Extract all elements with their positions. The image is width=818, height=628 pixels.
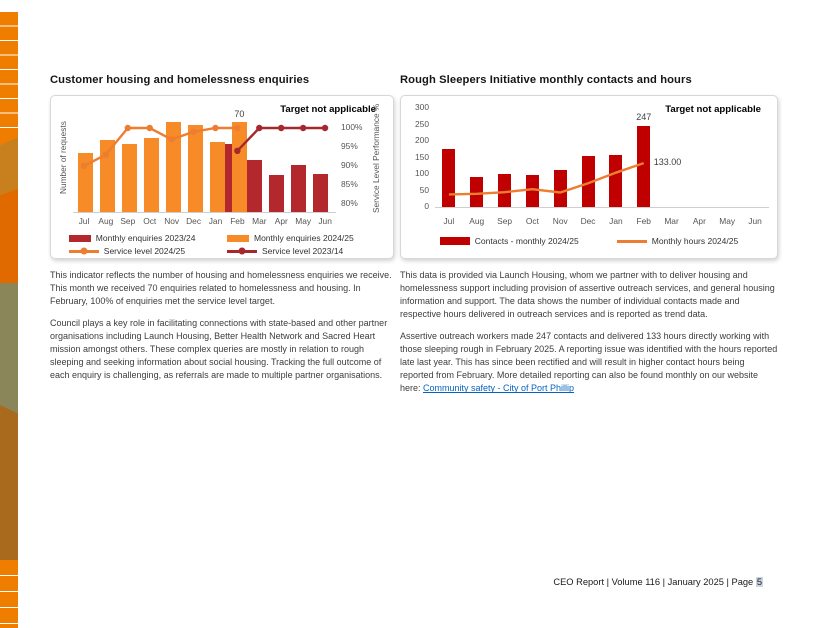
x-axis-label: Aug	[98, 216, 114, 226]
enquiries-legend	[69, 233, 375, 256]
axis-tick: 50	[419, 184, 429, 195]
x-axis-labels	[435, 216, 769, 228]
axis-tick: 80%	[341, 198, 358, 208]
legend-label: Service level 2023/14	[262, 246, 344, 256]
axis-tick: 300	[415, 102, 429, 112]
enquiries-commentary	[50, 269, 394, 382]
strip-deep-orange	[0, 202, 18, 283]
x-axis-label: Jul	[78, 216, 90, 226]
x-axis-label: Jun	[318, 216, 332, 226]
legend-label: Monthly hours 2024/25	[651, 236, 739, 246]
rough-sleepers-legend	[409, 236, 769, 246]
legend-swatch-line-orange	[617, 240, 647, 243]
page-number-field: 5	[756, 577, 762, 587]
x-axis-label: Mar	[252, 216, 267, 226]
x-axis-label: Apr	[274, 216, 288, 226]
legend-item-contacts	[440, 236, 579, 246]
body-paragraph: This data is provided via Launch Housing, whom we partner with to deliver housing and homelessness support including provision of assertive outreach services, and general housing information and support. The data shows the number of individual contacts made and respective hours delivered in outreach services and is reported as trend data.	[400, 270, 775, 320]
data-label: 133.00	[653, 157, 682, 168]
x-axis-label: Nov	[552, 216, 568, 226]
x-axis-label: Feb	[230, 216, 245, 226]
decorative-edge-strip	[0, 0, 18, 628]
legend-label: Monthly enquiries 2024/25	[254, 233, 354, 243]
axis-tick: 250	[415, 118, 429, 129]
legend-swatch-bar-darkred	[69, 235, 91, 242]
legend-swatch-bar-orange	[227, 235, 249, 242]
x-axis-label: Feb	[636, 216, 651, 226]
rough-sleepers-chart-card	[400, 95, 778, 259]
legend-label: Contacts - monthly 2024/25	[474, 236, 579, 246]
data-label: 70	[234, 109, 245, 120]
axis-tick: 200	[415, 135, 429, 145]
target-annotation: Target not applicable	[665, 104, 761, 115]
body-paragraph	[400, 330, 778, 395]
legend-marker-dot	[80, 248, 87, 255]
x-axis-label: Apr	[692, 216, 706, 226]
left-axis-ticks	[409, 102, 435, 214]
x-axis-label: Sep	[120, 216, 136, 226]
legend-item-hours	[617, 236, 738, 246]
strip-ochre-block	[0, 158, 18, 184]
legend-marker-dot	[239, 248, 246, 255]
line-series-layer	[435, 102, 769, 214]
axis-tick: 85%	[341, 179, 358, 189]
legend-item-service-2314	[227, 246, 375, 256]
x-axis-label: Jun	[748, 216, 762, 226]
x-axis-label: Jul	[443, 216, 455, 226]
page-footer	[553, 577, 763, 587]
enquiries-chart-card	[50, 95, 394, 259]
data-label: 247	[636, 112, 652, 123]
axis-tick: 95%	[341, 141, 358, 151]
x-axis-label: Jan	[208, 216, 223, 226]
strip-orange-tiles-bottom	[0, 560, 18, 628]
body-paragraph-text: Assertive outreach workers made 247 contacts and delivered 133 hours directly working with those sleeping rough in February 2025. A reporting issue was identified with the hours reported late last year. This has since been rectified and will result in higher contact hours being reported from February. More detailed reporting can also be found monthly on our website here:	[400, 331, 778, 394]
rough-sleepers-commentary	[400, 269, 778, 395]
x-axis-label: Dec	[580, 216, 596, 226]
axis-tick: 100	[415, 168, 429, 178]
enquiries-chart-title: Customer housing and homelessness enquiries	[50, 74, 310, 86]
y-axis-label-service-level: Service Level Performance %	[371, 103, 381, 213]
x-axis-label: Jan	[609, 216, 623, 226]
legend-swatch-line-orange	[69, 250, 99, 253]
x-axis-label: May	[719, 216, 736, 226]
x-axis-label: Dec	[186, 216, 202, 226]
body-paragraph: Council plays a key role in facilitating connections with state-based and other partner organisations including Launch Housing, Better Health Network and Sacred Heart mission amongst others. These complex queries are mostly in relation to rough sleeping and seeking information about social housing. Tracking the full outcome of each enquiry is challenging, as referrals are made to multiple partner organisations.	[50, 318, 388, 381]
legend-swatch-line-darkred	[227, 250, 257, 253]
x-axis-label: Oct	[143, 216, 157, 226]
footer-text: CEO Report | Volume 116 | January 2025 | Page	[553, 577, 756, 587]
x-axis-label: Sep	[497, 216, 513, 226]
strip-orange-tiles-top	[0, 12, 18, 128]
legend-item-service-2425	[69, 246, 217, 256]
strip-diagonal-2	[0, 184, 18, 202]
axis-tick: 0	[424, 201, 429, 211]
community-safety-link[interactable]: Community safety - City of Port Phillip	[423, 383, 575, 394]
y-axis-label-requests: Number of requests	[58, 121, 68, 195]
rough-sleepers-section	[400, 74, 778, 404]
x-axis-label: Aug	[469, 216, 485, 226]
line-series-layer	[73, 102, 336, 214]
legend-label: Service level 2024/25	[103, 246, 186, 256]
x-axis-labels	[73, 216, 336, 228]
enquiries-section	[50, 74, 394, 391]
axis-tick: 100%	[341, 122, 363, 132]
rough-sleepers-plot-area	[435, 102, 769, 214]
x-axis-label: Nov	[164, 216, 180, 226]
x-axis-label: May	[295, 216, 312, 226]
axis-tick: 150	[415, 151, 429, 162]
x-axis-label: Mar	[664, 216, 679, 226]
strip-olive-block	[0, 283, 18, 395]
strip-brown-block	[0, 430, 18, 560]
rough-sleepers-chart-title: Rough Sleepers Initiative monthly contacts and hours	[400, 74, 692, 86]
x-axis-label: Oct	[525, 216, 539, 226]
right-axis-ticks	[336, 102, 372, 214]
body-paragraph: This indicator reflects the number of housing and homelessness enquiries we receive. This month we received 70 enquiries related to homelessness and housing. In February, 100% of enquiries met the service level target.	[50, 270, 392, 307]
legend-item-enquiries-2425	[227, 233, 375, 243]
axis-tick: 90%	[341, 160, 358, 170]
legend-swatch-bar-red	[440, 237, 470, 245]
legend-label: Monthly enquiries 2023/24	[95, 233, 196, 243]
strip-diagonal-3	[0, 395, 18, 430]
strip-diagonal-1	[0, 128, 18, 158]
target-annotation: Target not applicable	[280, 104, 376, 115]
legend-item-enquiries-2324	[69, 233, 217, 243]
